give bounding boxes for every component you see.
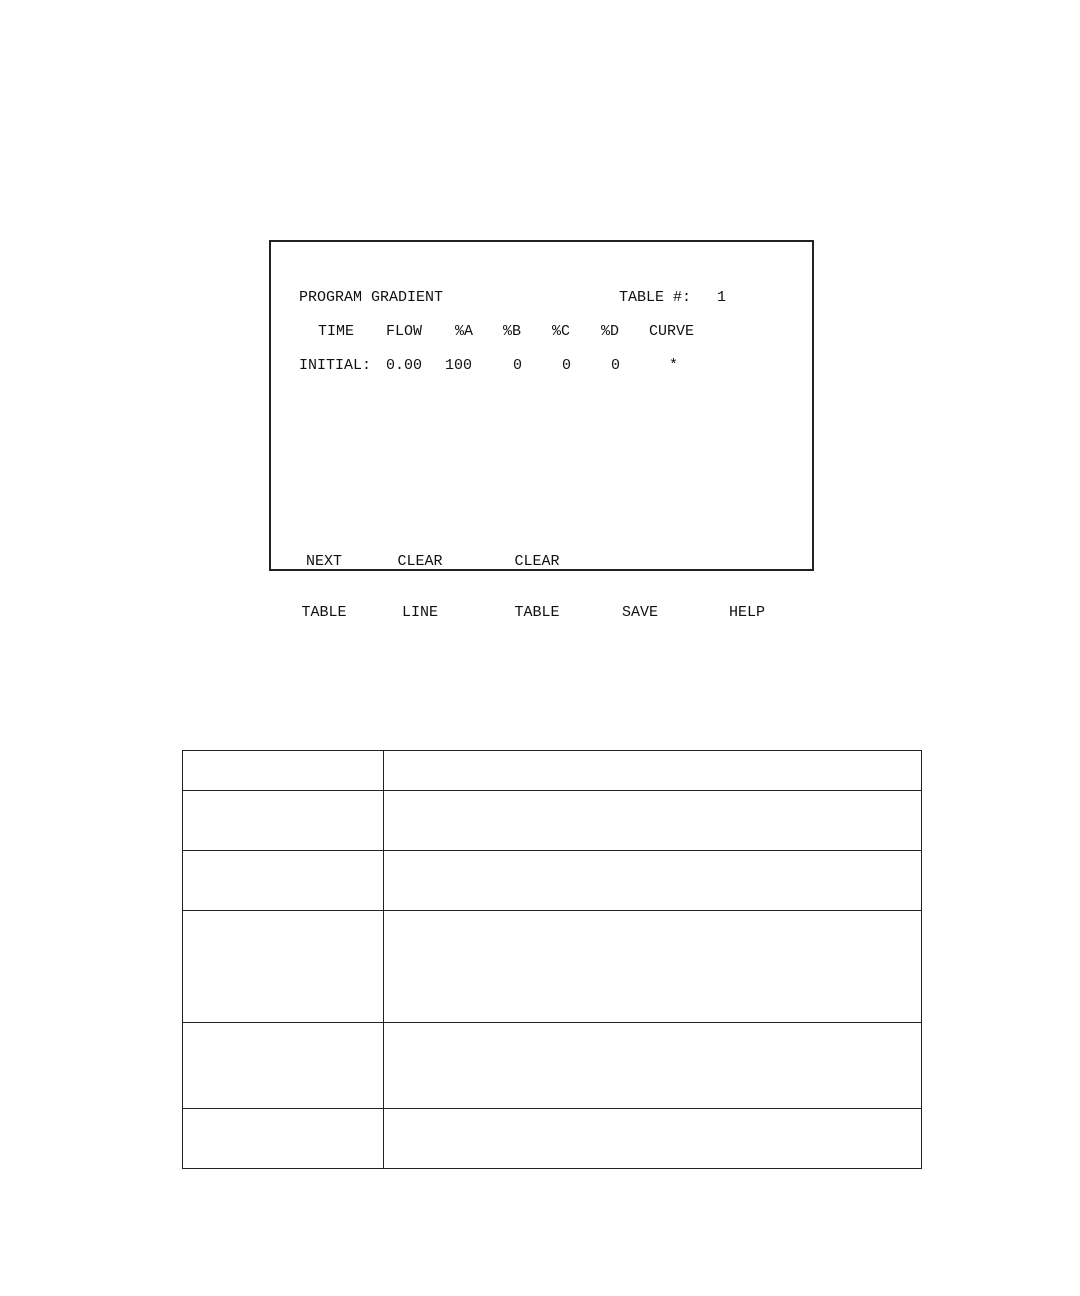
column-header-c: %C bbox=[552, 323, 571, 340]
initial-d-value[interactable]: 0 bbox=[611, 357, 621, 374]
column-header-flow: FLOW bbox=[386, 323, 423, 340]
help-softkey[interactable] bbox=[724, 519, 770, 655]
table-number-value: 1 bbox=[717, 289, 727, 306]
description-cell bbox=[384, 1023, 922, 1109]
table-row bbox=[183, 791, 922, 851]
column-header-d: %D bbox=[601, 323, 620, 340]
table-number-label: TABLE #: bbox=[619, 289, 692, 306]
initial-curve-value[interactable]: * bbox=[669, 357, 679, 374]
screen-title: PROGRAM GRADIENT bbox=[299, 289, 444, 306]
clear-line-softkey[interactable] bbox=[393, 519, 447, 655]
softkey-label-line1: CLEAR bbox=[397, 553, 443, 570]
softkey-label-line2: HELP bbox=[728, 604, 765, 621]
save-softkey[interactable] bbox=[617, 519, 663, 655]
softkey-label-line1: CLEAR bbox=[514, 553, 560, 570]
key-cell bbox=[183, 791, 384, 851]
key-cell bbox=[183, 1109, 384, 1169]
description-cell bbox=[384, 911, 922, 1023]
column-header-a: %A bbox=[455, 323, 474, 340]
column-header-time: TIME bbox=[318, 323, 355, 340]
softkey-label-line2: TABLE bbox=[514, 604, 560, 621]
softkey-label-line2: TABLE bbox=[301, 604, 347, 621]
description-cell bbox=[384, 1109, 922, 1169]
key-cell bbox=[183, 851, 384, 911]
initial-row-label: INITIAL: bbox=[299, 357, 372, 374]
clear-table-softkey[interactable] bbox=[510, 519, 564, 655]
table-row bbox=[183, 1109, 922, 1169]
softkey-reference-table bbox=[182, 750, 922, 1169]
table-row bbox=[183, 911, 922, 1023]
initial-flow-value[interactable]: 0.00 bbox=[386, 357, 423, 374]
table-row bbox=[183, 1023, 922, 1109]
softkey-label-line2: SAVE bbox=[621, 604, 658, 621]
initial-a-value[interactable]: 100 bbox=[445, 357, 473, 374]
column-header-curve: CURVE bbox=[649, 323, 695, 340]
key-cell bbox=[183, 751, 384, 791]
gradient-screen bbox=[269, 240, 814, 621]
key-cell bbox=[183, 911, 384, 1023]
key-cell bbox=[183, 1023, 384, 1109]
table-row bbox=[183, 751, 922, 791]
description-cell bbox=[384, 751, 922, 791]
initial-c-value[interactable]: 0 bbox=[562, 357, 572, 374]
description-cell bbox=[384, 791, 922, 851]
softkey-label-line1 bbox=[724, 553, 770, 570]
table-row bbox=[183, 851, 922, 911]
softkey-label-line1 bbox=[617, 553, 663, 570]
softkey-label-line1: NEXT bbox=[305, 553, 342, 570]
softkey-label-line2: LINE bbox=[401, 604, 438, 621]
description-cell bbox=[384, 851, 922, 911]
column-header-b: %B bbox=[503, 323, 522, 340]
next-table-softkey[interactable] bbox=[297, 519, 351, 655]
initial-b-value[interactable]: 0 bbox=[513, 357, 523, 374]
